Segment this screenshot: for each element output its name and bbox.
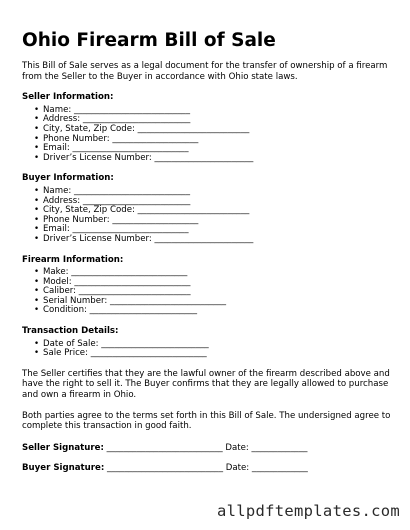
transaction-section bbox=[22, 326, 394, 359]
sale-date-field: • Date of Sale: _________________________ bbox=[34, 340, 394, 350]
transaction-field-list bbox=[22, 340, 394, 359]
site-watermark: allpdftemplates.com bbox=[216, 502, 400, 520]
seller-section bbox=[22, 92, 394, 163]
firearm-condition-field: • Condition: _________________________ bbox=[34, 306, 394, 316]
seller-license-field: • Driver’s License Number: _______________________ bbox=[34, 154, 394, 164]
firearm-section bbox=[22, 255, 394, 317]
certification-paragraph: The Seller certifies that they are the lawful owner of the firearm described above and have the right to sell it. The Buyer confirms that they are legally allowed to purchase and own a firearm in Ohio. bbox=[22, 368, 390, 401]
buyer-name-field: • Name: ___________________________ bbox=[34, 187, 394, 197]
transaction-heading: Transaction Details: bbox=[22, 326, 119, 337]
sale-price-field: • Sale Price: ___________________________ bbox=[34, 349, 394, 359]
seller-signature-date: Date: _____________ bbox=[225, 442, 308, 453]
firearm-serial-field: • Serial Number: ___________________________ bbox=[34, 297, 394, 307]
seller-name-field: • Name: ___________________________ bbox=[34, 106, 394, 116]
buyer-signature-line: ___________________________ bbox=[107, 463, 224, 474]
intro-paragraph: This Bill of Sale serves as a legal document for the transfer of ownership of a firearm from the Seller to the Buyer in accordance with Ohio state laws. bbox=[22, 61, 388, 82]
buyer-license-field: • Driver’s License Number: _______________________ bbox=[34, 235, 394, 245]
buyer-signature-label: Buyer Signature: bbox=[22, 463, 105, 474]
buyer-phone-field: • Phone Number: ____________________ bbox=[34, 216, 394, 226]
seller-email-field: • Email: ___________________________ bbox=[34, 144, 394, 154]
buyer-section bbox=[22, 173, 394, 244]
firearm-model-field: • Model: ___________________________ bbox=[34, 278, 394, 288]
firearm-heading: Firearm Information: bbox=[22, 254, 124, 265]
seller-city-state-zip-field: • City, State, Zip Code: __________________________ bbox=[34, 125, 394, 135]
buyer-signature-row bbox=[22, 463, 394, 474]
seller-signature-label: Seller Signature: bbox=[22, 442, 104, 453]
bill-of-sale-document bbox=[22, 30, 394, 484]
buyer-signature-date: Date: _____________ bbox=[225, 463, 308, 474]
firearm-field-list bbox=[22, 268, 394, 316]
agreement-paragraph: Both parties agree to the terms set forth in this Bill of Sale. The undersigned agree to complete this transaction in good faith. bbox=[22, 410, 391, 432]
buyer-field-list bbox=[22, 187, 394, 245]
seller-signature-line: ___________________________ bbox=[106, 442, 223, 453]
document-title: Ohio Firearm Bill of Sale bbox=[22, 30, 276, 51]
seller-signature-row bbox=[22, 443, 394, 454]
buyer-city-state-zip-field: • City, State, Zip Code: __________________________ bbox=[34, 206, 394, 216]
seller-field-list bbox=[22, 106, 394, 164]
firearm-make-field: • Make: ___________________________ bbox=[34, 268, 394, 278]
seller-heading: Seller Information: bbox=[22, 92, 114, 103]
buyer-address-field: • Address: _________________________ bbox=[34, 197, 394, 207]
buyer-email-field: • Email: ___________________________ bbox=[34, 225, 394, 235]
buyer-heading: Buyer Information: bbox=[22, 173, 114, 184]
seller-address-field: • Address: _________________________ bbox=[34, 115, 394, 125]
firearm-caliber-field: • Caliber: __________________________ bbox=[34, 287, 394, 297]
seller-phone-field: • Phone Number: ____________________ bbox=[34, 135, 394, 145]
